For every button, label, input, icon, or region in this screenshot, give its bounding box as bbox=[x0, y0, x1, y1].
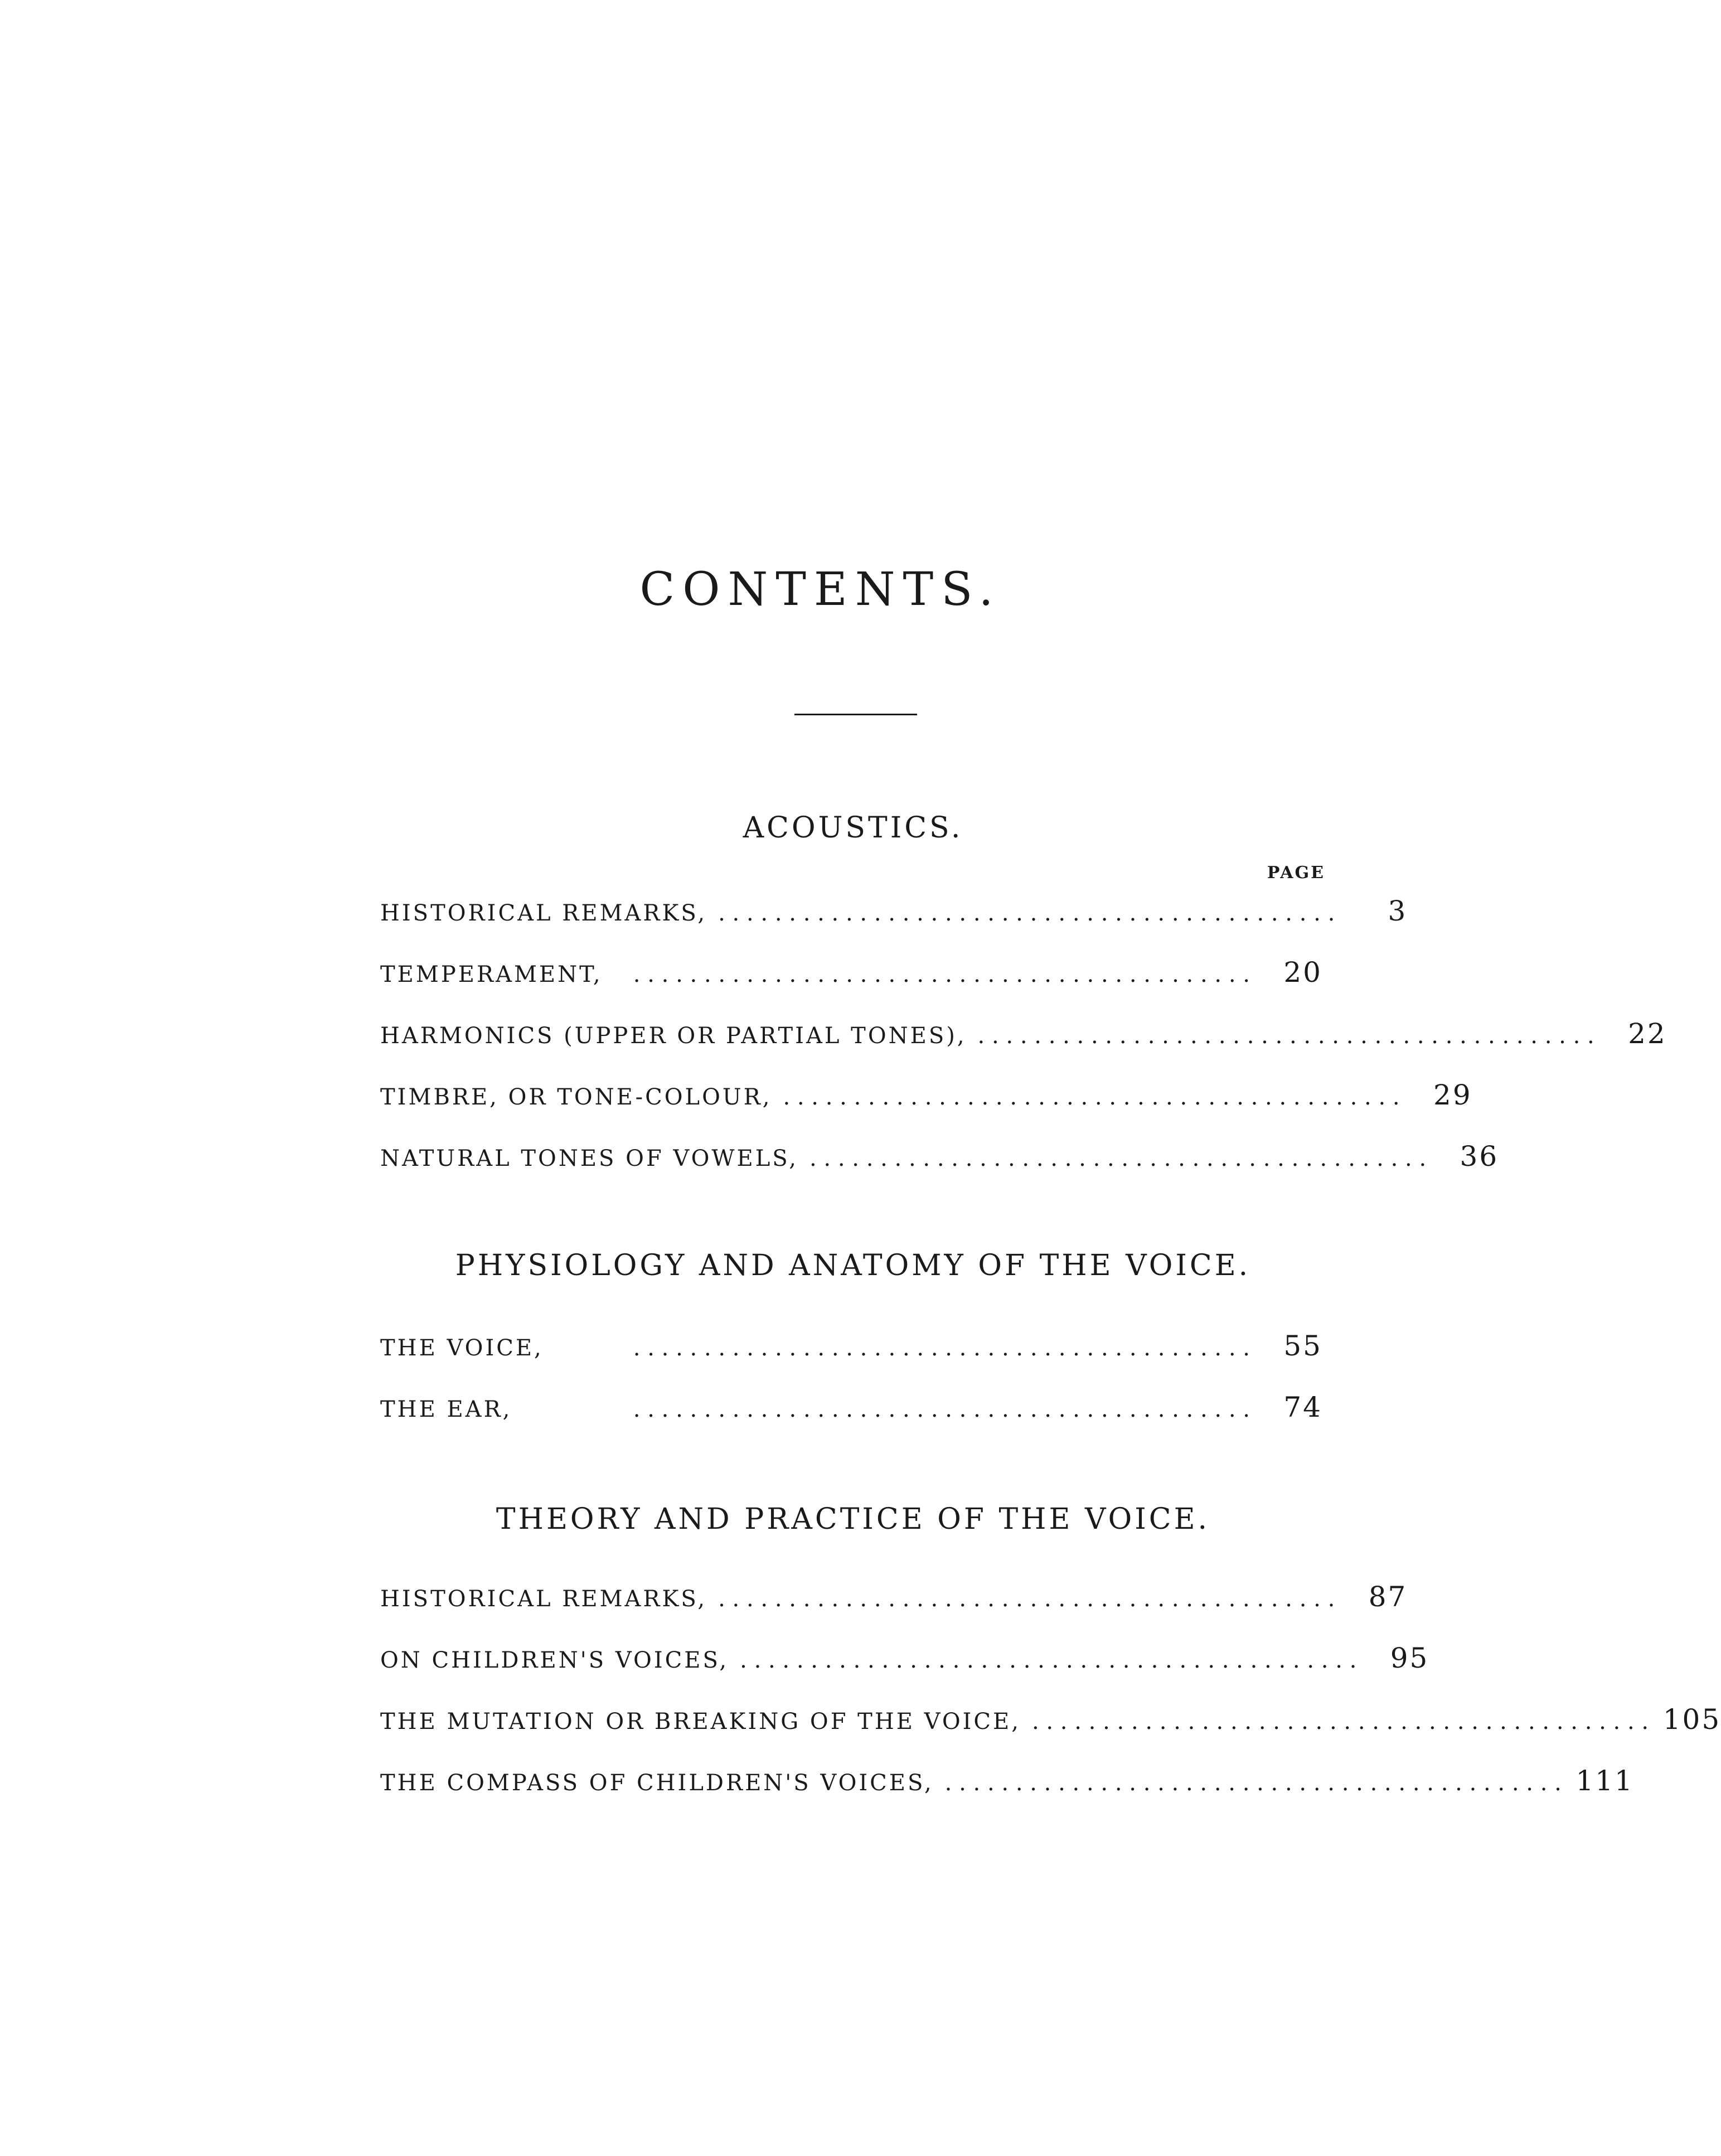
dot-leader: . . . . . . . . . . . . . . . . . . . . . . . . . . . . . . . . . . . . . . . . . . . . bbox=[977, 1023, 1594, 1049]
entry-title: TEMPERAMENT, bbox=[380, 962, 603, 987]
toc-entry[interactable] bbox=[380, 1018, 1667, 1057]
toc-entry[interactable] bbox=[380, 956, 1322, 995]
entry-page-number: 36 bbox=[1460, 1140, 1499, 1173]
toc-entry[interactable] bbox=[380, 1391, 1322, 1430]
page-column-label: PAGE bbox=[1267, 863, 1325, 883]
dot-leader: . . . . . . . . . . . . . . . . . . . . . . . . . . . . . . . . . . . . . . . . . . . . bbox=[809, 1146, 1427, 1171]
entry-page-number: 22 bbox=[1628, 1018, 1667, 1050]
title-rule bbox=[794, 714, 917, 715]
entry-page-number: 74 bbox=[1283, 1391, 1322, 1423]
dot-leader: . . . . . . . . . . . . . . . . . . . . . . . . . . . . . . . . . . . . . . . . . . . . bbox=[944, 1770, 1562, 1796]
toc-entry[interactable] bbox=[380, 1140, 1499, 1179]
entry-title: TIMBRE, OR TONE-COLOUR, bbox=[380, 1084, 772, 1110]
section-heading-acoustics: ACOUSTICS. bbox=[743, 811, 963, 845]
dot-leader: . . . . . . . . . . . . . . . . . . . . . . . . . . . . . . . . . . . . . . . . . . . . bbox=[718, 900, 1335, 926]
entry-page-number: 55 bbox=[1283, 1330, 1322, 1362]
dot-leader: . . . . . . . . . . . . . . . . . . . . . . . . . . . . . . . . . . . . . . . . . . . . bbox=[1031, 1709, 1649, 1735]
entry-title: NATURAL TONES OF VOWELS, bbox=[380, 1146, 798, 1171]
entry-page-number: 3 bbox=[1388, 895, 1408, 927]
entry-title: HISTORICAL REMARKS, bbox=[380, 1586, 707, 1612]
toc-entry[interactable] bbox=[380, 1330, 1322, 1369]
entry-title: THE COMPASS OF CHILDREN'S VOICES, bbox=[380, 1770, 934, 1796]
dot-leader: . . . . . . . . . . . . . . . . . . . . . . . . . . . . . . . . . . . . . . . . . . . . bbox=[740, 1648, 1357, 1673]
entry-page-number: 105 bbox=[1662, 1703, 1721, 1736]
dot-leader: . . . . . . . . . . . . . . . . . . . . . . . . . . . . . . . . . . . . . . . . . . . . bbox=[633, 1397, 1250, 1422]
entry-page-number: 111 bbox=[1575, 1765, 1634, 1797]
toc-entry[interactable] bbox=[380, 1581, 1408, 1620]
dot-leader: . . . . . . . . . . . . . . . . . . . . . . . . . . . . . . . . . . . . . . . . . . . . bbox=[633, 1335, 1250, 1361]
dot-leader: . . . . . . . . . . . . . . . . . . . . . . . . . . . . . . . . . . . . . . . . . . . . bbox=[718, 1586, 1335, 1612]
section-heading-theory: THEORY AND PRACTICE OF THE VOICE. bbox=[496, 1503, 1210, 1536]
toc-entry[interactable] bbox=[380, 1765, 1634, 1804]
entry-page-number: 20 bbox=[1283, 956, 1322, 989]
entry-title: THE EAR, bbox=[380, 1397, 512, 1422]
entry-title: HISTORICAL REMARKS, bbox=[380, 900, 707, 926]
dot-leader: . . . . . . . . . . . . . . . . . . . . . . . . . . . . . . . . . . . . . . . . . . . . bbox=[783, 1084, 1400, 1110]
toc-entry[interactable] bbox=[380, 1703, 1721, 1742]
dot-leader: . . . . . . . . . . . . . . . . . . . . . . . . . . . . . . . . . . . . . . . . . . . . bbox=[633, 962, 1250, 987]
entry-page-number: 29 bbox=[1433, 1079, 1472, 1111]
toc-entry[interactable] bbox=[380, 895, 1408, 934]
entry-title: THE MUTATION OR BREAKING OF THE VOICE, bbox=[380, 1709, 1021, 1735]
toc-entry[interactable] bbox=[380, 1642, 1429, 1681]
entry-page-number: 95 bbox=[1390, 1642, 1429, 1674]
entry-page-number: 87 bbox=[1368, 1581, 1408, 1613]
entry-title: THE VOICE, bbox=[380, 1335, 544, 1361]
entry-title: ON CHILDREN'S VOICES, bbox=[380, 1648, 729, 1673]
toc-entry[interactable] bbox=[380, 1079, 1472, 1118]
page-title: CONTENTS. bbox=[639, 563, 1001, 616]
entry-title: HARMONICS (UPPER OR PARTIAL TONES), bbox=[380, 1023, 967, 1049]
section-heading-physiology: PHYSIOLOGY AND ANATOMY OF THE VOICE. bbox=[455, 1249, 1251, 1282]
